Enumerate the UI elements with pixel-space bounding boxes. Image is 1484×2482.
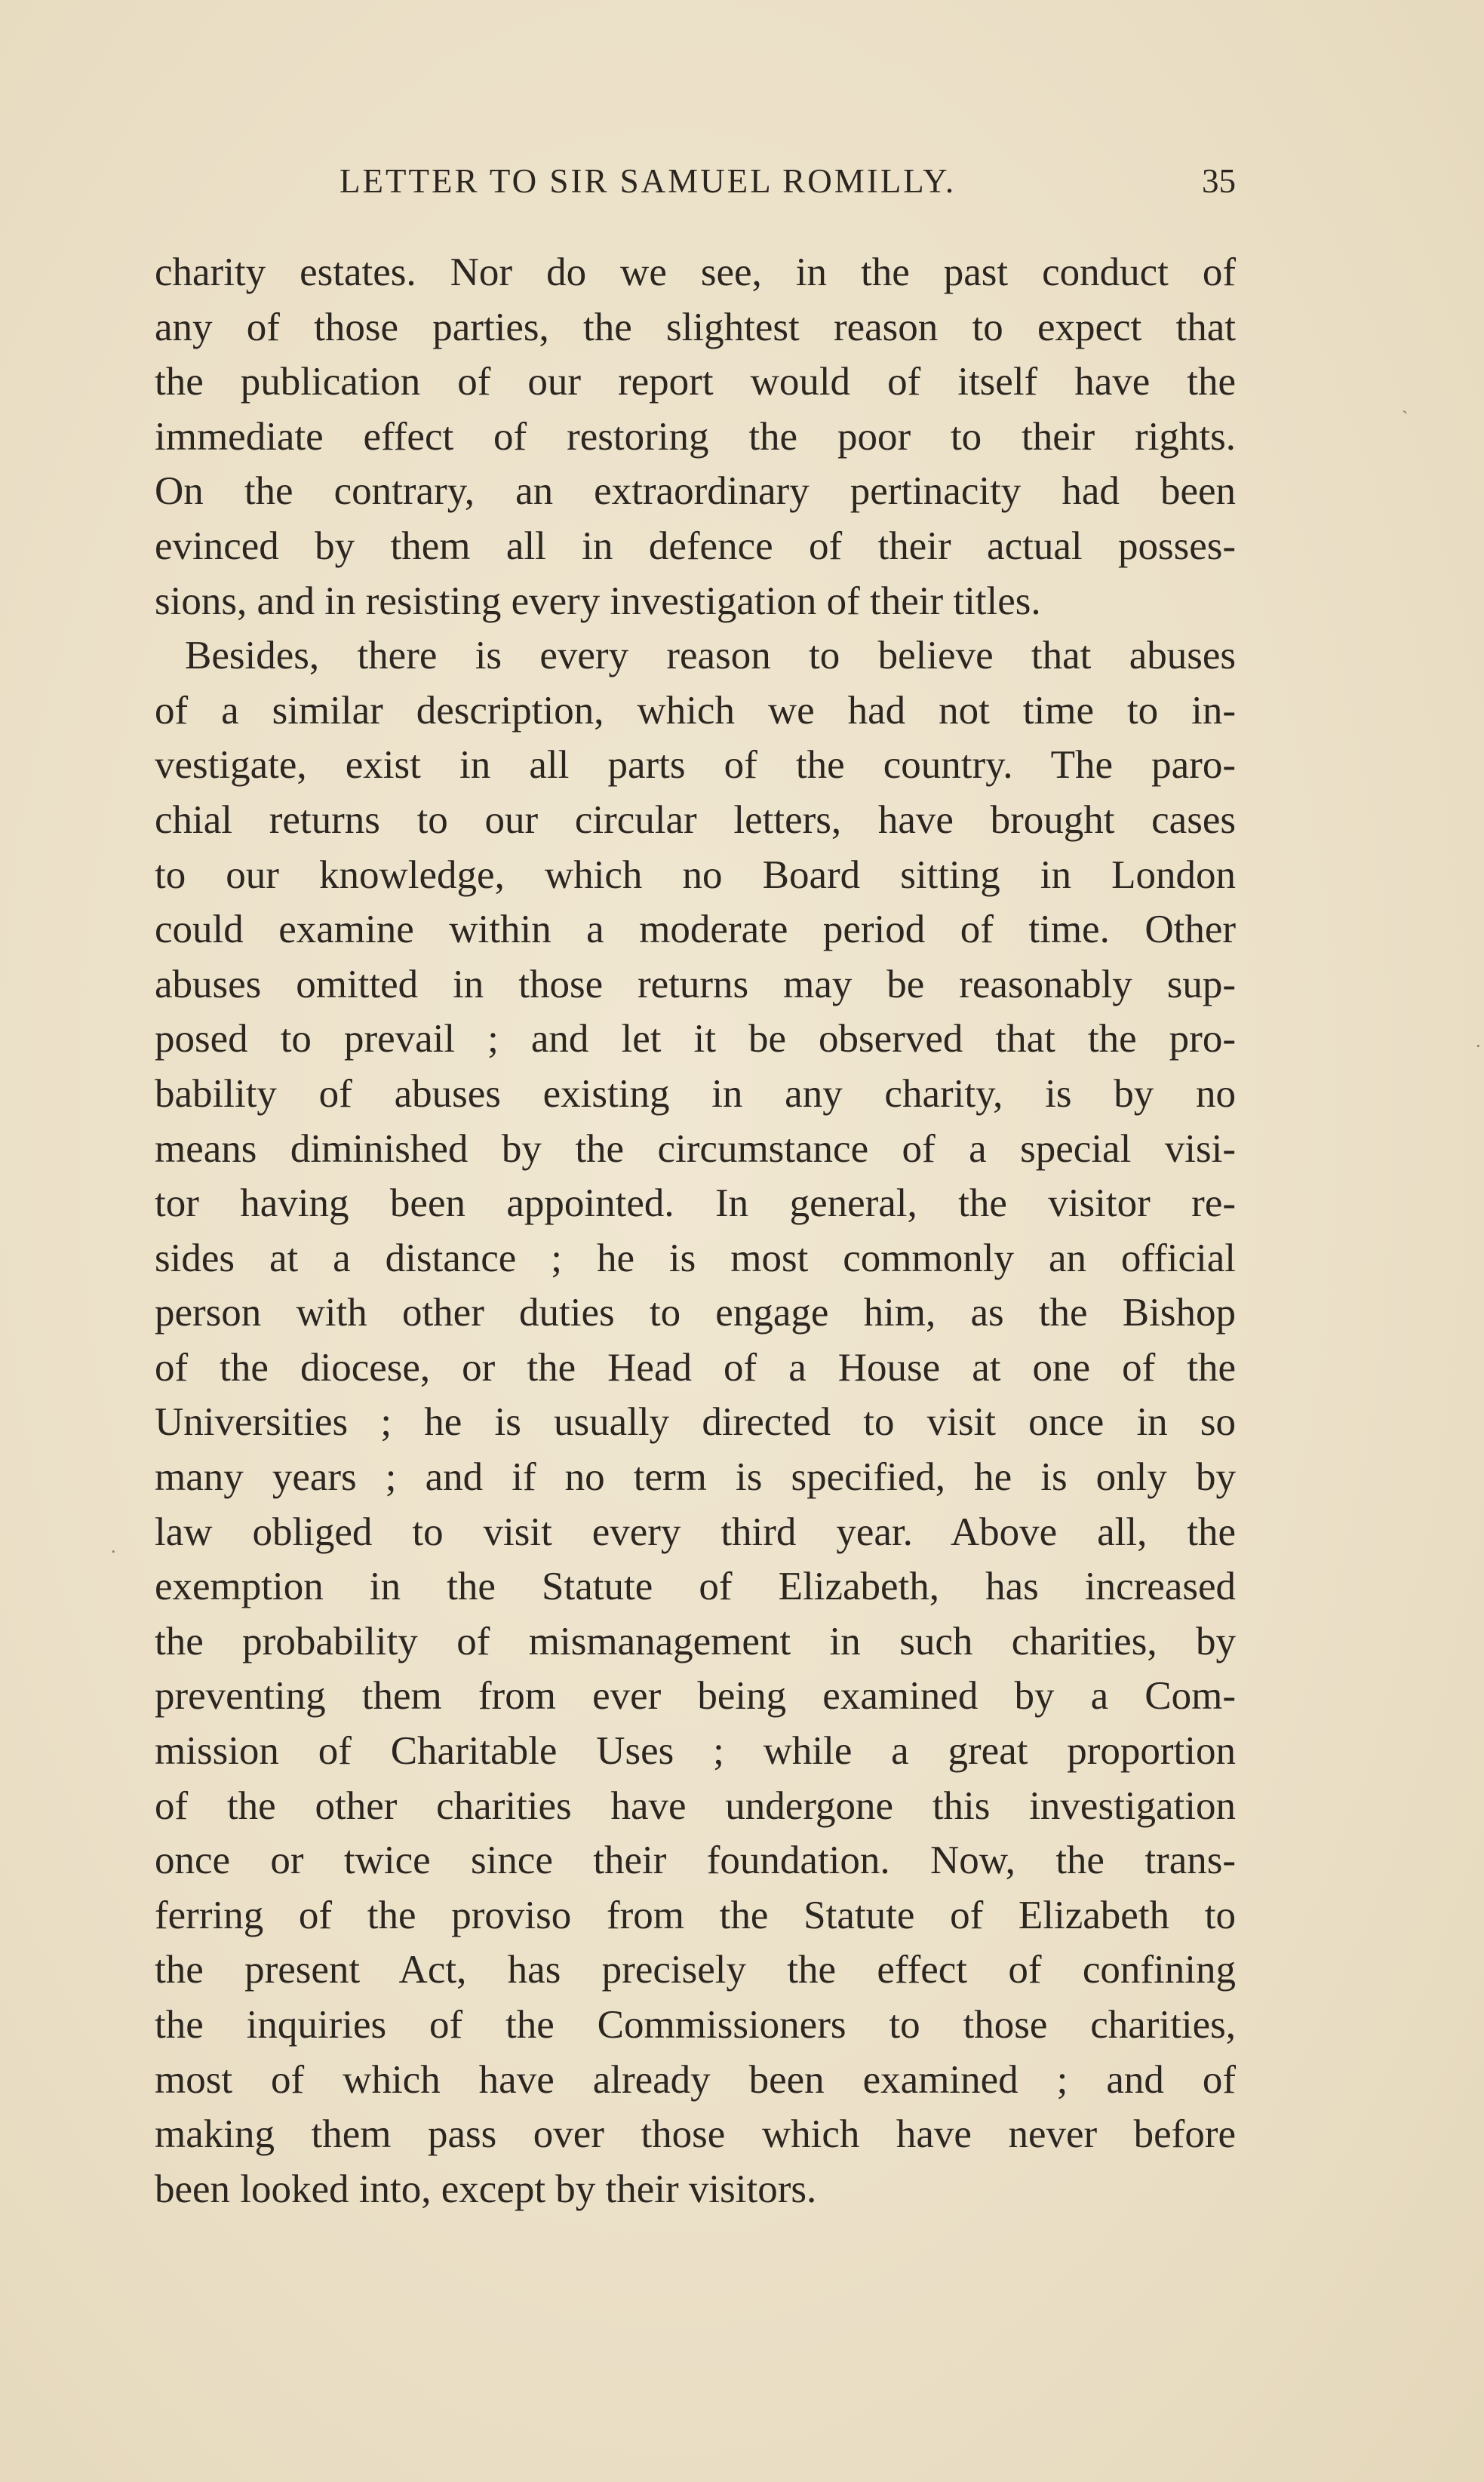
text-line: chial returns to our circular letters, have brought cases bbox=[155, 797, 1236, 842]
text-line: posed to prevail ; and let it be observed that the pro- bbox=[155, 1017, 1236, 1061]
text-line: ferring of the proviso from the Statute of Elizabeth to bbox=[155, 1893, 1236, 1937]
text-line: of a similar description, which we had not time to in- bbox=[155, 688, 1236, 733]
text-line: law obliged to visit every third year. Above all, the bbox=[155, 1510, 1236, 1554]
paper-speck: ˋ bbox=[1402, 407, 1409, 429]
text-line: the publication of our report would of itself have the bbox=[155, 360, 1236, 404]
text-line: immediate effect of restoring the poor to their rights. bbox=[155, 414, 1236, 459]
running-head bbox=[155, 161, 1236, 207]
running-head-title: LETTER TO SIR SAMUEL ROMILLY. bbox=[340, 162, 957, 200]
text-line: sides at a distance ; he is most commonly an official bbox=[155, 1236, 1236, 1280]
body-text bbox=[155, 245, 1236, 2216]
paper-speck: . bbox=[111, 1535, 116, 1557]
text-line: means diminished by the circumstance of a special visi- bbox=[155, 1126, 1236, 1171]
text-line: any of those parties, the slightest reason to expect that bbox=[155, 305, 1236, 349]
text-line: to our knowledge, which no Board sitting in London bbox=[155, 852, 1236, 897]
text-line: been looked into, except by their visitors. bbox=[155, 2167, 817, 2211]
text-line: On the contrary, an extraordinary pertinacity had been bbox=[155, 469, 1236, 514]
text-line: person with other duties to engage him, as the Bishop bbox=[155, 1291, 1236, 1335]
text-line: making them pass over those which have never before bbox=[155, 2112, 1236, 2157]
text-line: of the other charities have undergone this investigation bbox=[155, 1783, 1236, 1828]
paper-speck: · bbox=[1475, 1035, 1482, 1057]
text-line: Besides, there is every reason to believe that abuses bbox=[185, 634, 1236, 678]
text-line: tor having been appointed. In general, the visitor re- bbox=[155, 1181, 1236, 1226]
text-line: could examine within a moderate period of time. Other bbox=[155, 908, 1236, 952]
text-line: exemption in the Statute of Elizabeth, has increased bbox=[155, 1565, 1236, 1609]
text-line: sions, and in resisting every investigation of their titles. bbox=[155, 579, 1041, 623]
page-number: 35 bbox=[1202, 162, 1236, 200]
text-line: of the diocese, or the Head of a House at one of the bbox=[155, 1345, 1236, 1390]
text-line: mission of Charitable Uses ; while a great proportion bbox=[155, 1729, 1236, 1774]
text-line: abuses omitted in those returns may be reasonably sup- bbox=[155, 962, 1236, 1006]
text-line: the present Act, has precisely the effect of confining bbox=[155, 1948, 1236, 1992]
text-line: many years ; and if no term is specified, he is only by bbox=[155, 1455, 1236, 1500]
text-line: once or twice since their foundation. Now, the trans- bbox=[155, 1838, 1236, 1883]
text-line: the inquiries of the Commissioners to those charities, bbox=[155, 2003, 1236, 2047]
text-line: preventing them from ever being examined by a Com- bbox=[155, 1674, 1236, 1719]
text-line: the probability of mismanagement in such charities, by bbox=[155, 1619, 1236, 1663]
text-line: vestigate, exist in all parts of the country. The paro- bbox=[155, 743, 1236, 788]
text-line: most of which have already been examined ; and of bbox=[155, 2057, 1236, 2102]
text-line: Universities ; he is usually directed to visit once in so bbox=[155, 1400, 1236, 1445]
text-line: evinced by them all in defence of their actual posses- bbox=[155, 524, 1236, 568]
text-line: bability of abuses existing in any charity, is by no bbox=[155, 1071, 1236, 1116]
text-line: charity estates. Nor do we see, in the past conduct of bbox=[155, 250, 1236, 294]
